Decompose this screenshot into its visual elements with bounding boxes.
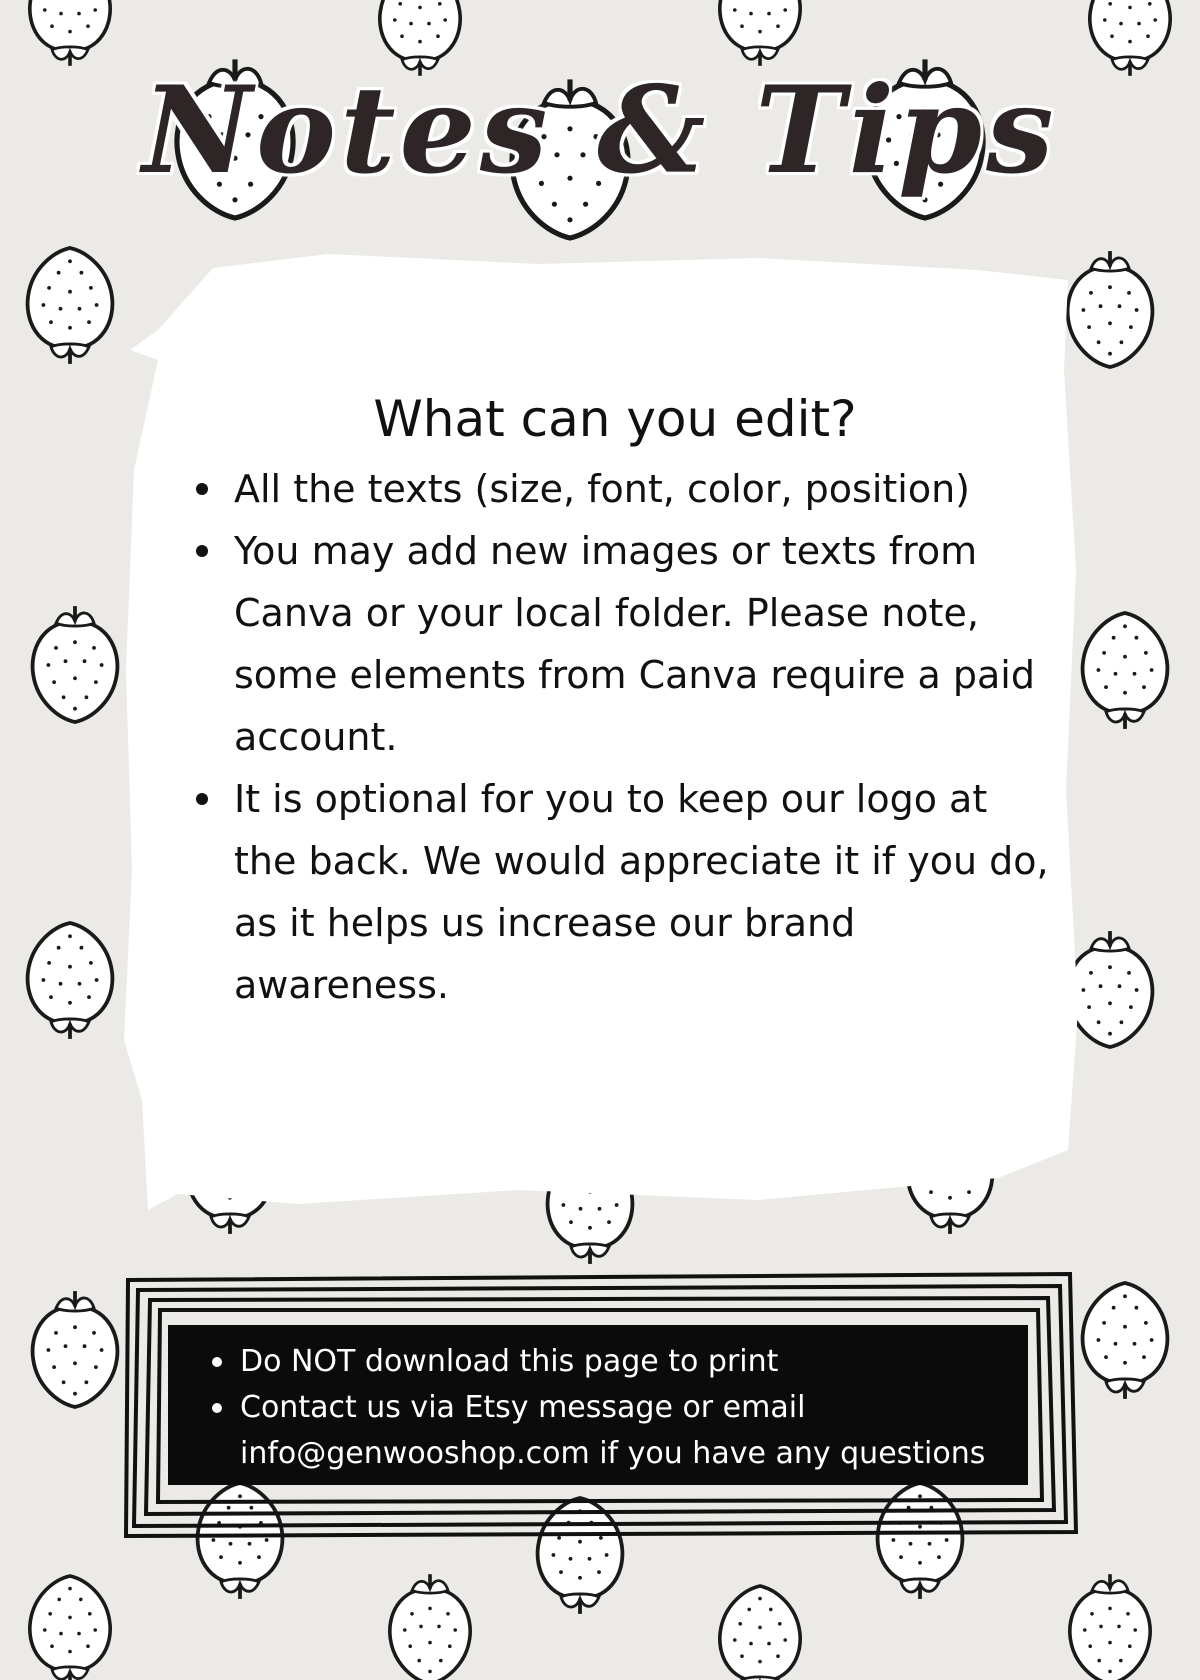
- strawberry-icon: [33, 606, 118, 722]
- strawberry-icon: [1083, 613, 1168, 729]
- notice-box: [168, 1325, 1028, 1485]
- strawberry-icon: [1083, 1283, 1168, 1399]
- strawberry-icon: [720, 1586, 800, 1680]
- list-item: It is optional for you to keep our logo at the back. We would appreciate it if you do, as it helps us increase our brand awareness.: [234, 768, 1050, 1016]
- strawberry-icon: [30, 1576, 110, 1680]
- list-item: Contact us via Etsy message or email info@genwooshop.com if you have any questions: [240, 1385, 1028, 1477]
- edit-info-panel: [180, 390, 1050, 1016]
- list-item: Do NOT download this page to print: [240, 1339, 1028, 1385]
- edit-heading: What can you edit?: [373, 390, 857, 448]
- strawberry-icon: [28, 248, 113, 364]
- strawberry-icon: [30, 0, 110, 66]
- strawberry-icon: [720, 0, 800, 66]
- strawberry-icon: [1070, 1574, 1150, 1680]
- list-item: You may add new images or texts from Canva or your local folder. Please note, some elements from Canva require a paid account.: [234, 520, 1050, 768]
- notice-list: [168, 1325, 1028, 1477]
- strawberry-icon: [390, 1574, 470, 1680]
- strawberry-icon: [28, 923, 113, 1039]
- page-title: Notes & Tips: [142, 60, 1058, 201]
- strawberry-icon: [33, 1291, 118, 1407]
- edit-list: [180, 458, 1050, 1016]
- list-item: All the texts (size, font, color, position): [234, 458, 1050, 520]
